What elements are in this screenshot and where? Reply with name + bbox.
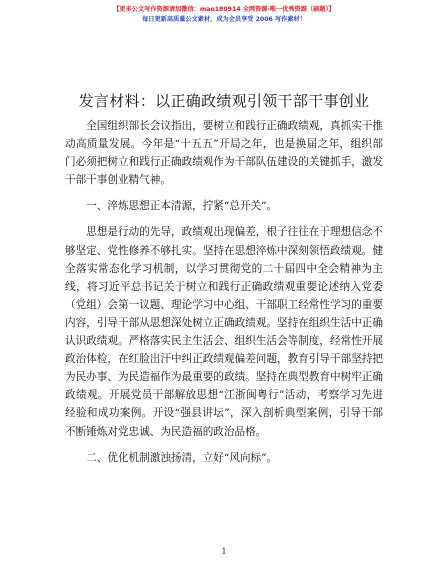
section-heading-2: 二、优化机制激浊扬清，立好“风向标”。	[86, 451, 278, 464]
promo-line-2: 每日更新高质量公文素材，成为会员享受 2006 写作素材！	[142, 16, 306, 23]
section-heading-1: 一、淬炼思想正本清源，拧紧“总开关”。	[86, 200, 278, 213]
document-body	[65, 117, 383, 467]
paragraph-section-1: 思想是行动的先导，政绩观出现偏差，根子往往在于理想信念不够坚定、党性修养不够扎实。坚持在思想淬炼中深刻领悟政绩观。健全落实常态化学习机制，以学习贯彻党的二十届四中全会精神为主线，将习近平总书记关于树立和践行正确政绩观重要论述纳入党委（党组）会第一议题、理论学习中心组、干部职工经常性学习的重要内容，引导干部从思想深处树立正确政绩观。坚持在组织生活中正确认识政绩观。严格落实民主生活会、组织生活会等制度，经常性开展政治体检，在红脸出汗中纠正政绩观偏差问题，教育引导干部坚持把为民办事、为民造福作为最重要的政绩。坚持在典型教育中树牢正确政绩观。开展党员干部解放思想“江浙闽粤行”活动，考察学习先进经验和成功案例。开设“强县讲坛”，深入剖析典型案例，引导干部不断锤炼对党忠诚、为民造福的政治品格。	[65, 226, 383, 438]
promo-banner	[0, 5, 448, 25]
document-title: 发言材料：以正确政绩观引领干部干事创业	[78, 92, 370, 110]
paragraph-intro: 全国组织部长会议指出，要树立和践行正确政绩观，真抓实干推动高质量发展。今年是“十五五”开局之年，也是换届之年，组织部门必须把树立和践行正确政绩观作为干部队伍建设的关键抓手，激发干部干事创业精气神。	[65, 120, 383, 187]
page-number: 1	[221, 547, 227, 556]
promo-line-1: 【更多公文写作资源请加微信：mao180914 全网资源·唯一优秀资源（刷题）】	[113, 6, 335, 13]
